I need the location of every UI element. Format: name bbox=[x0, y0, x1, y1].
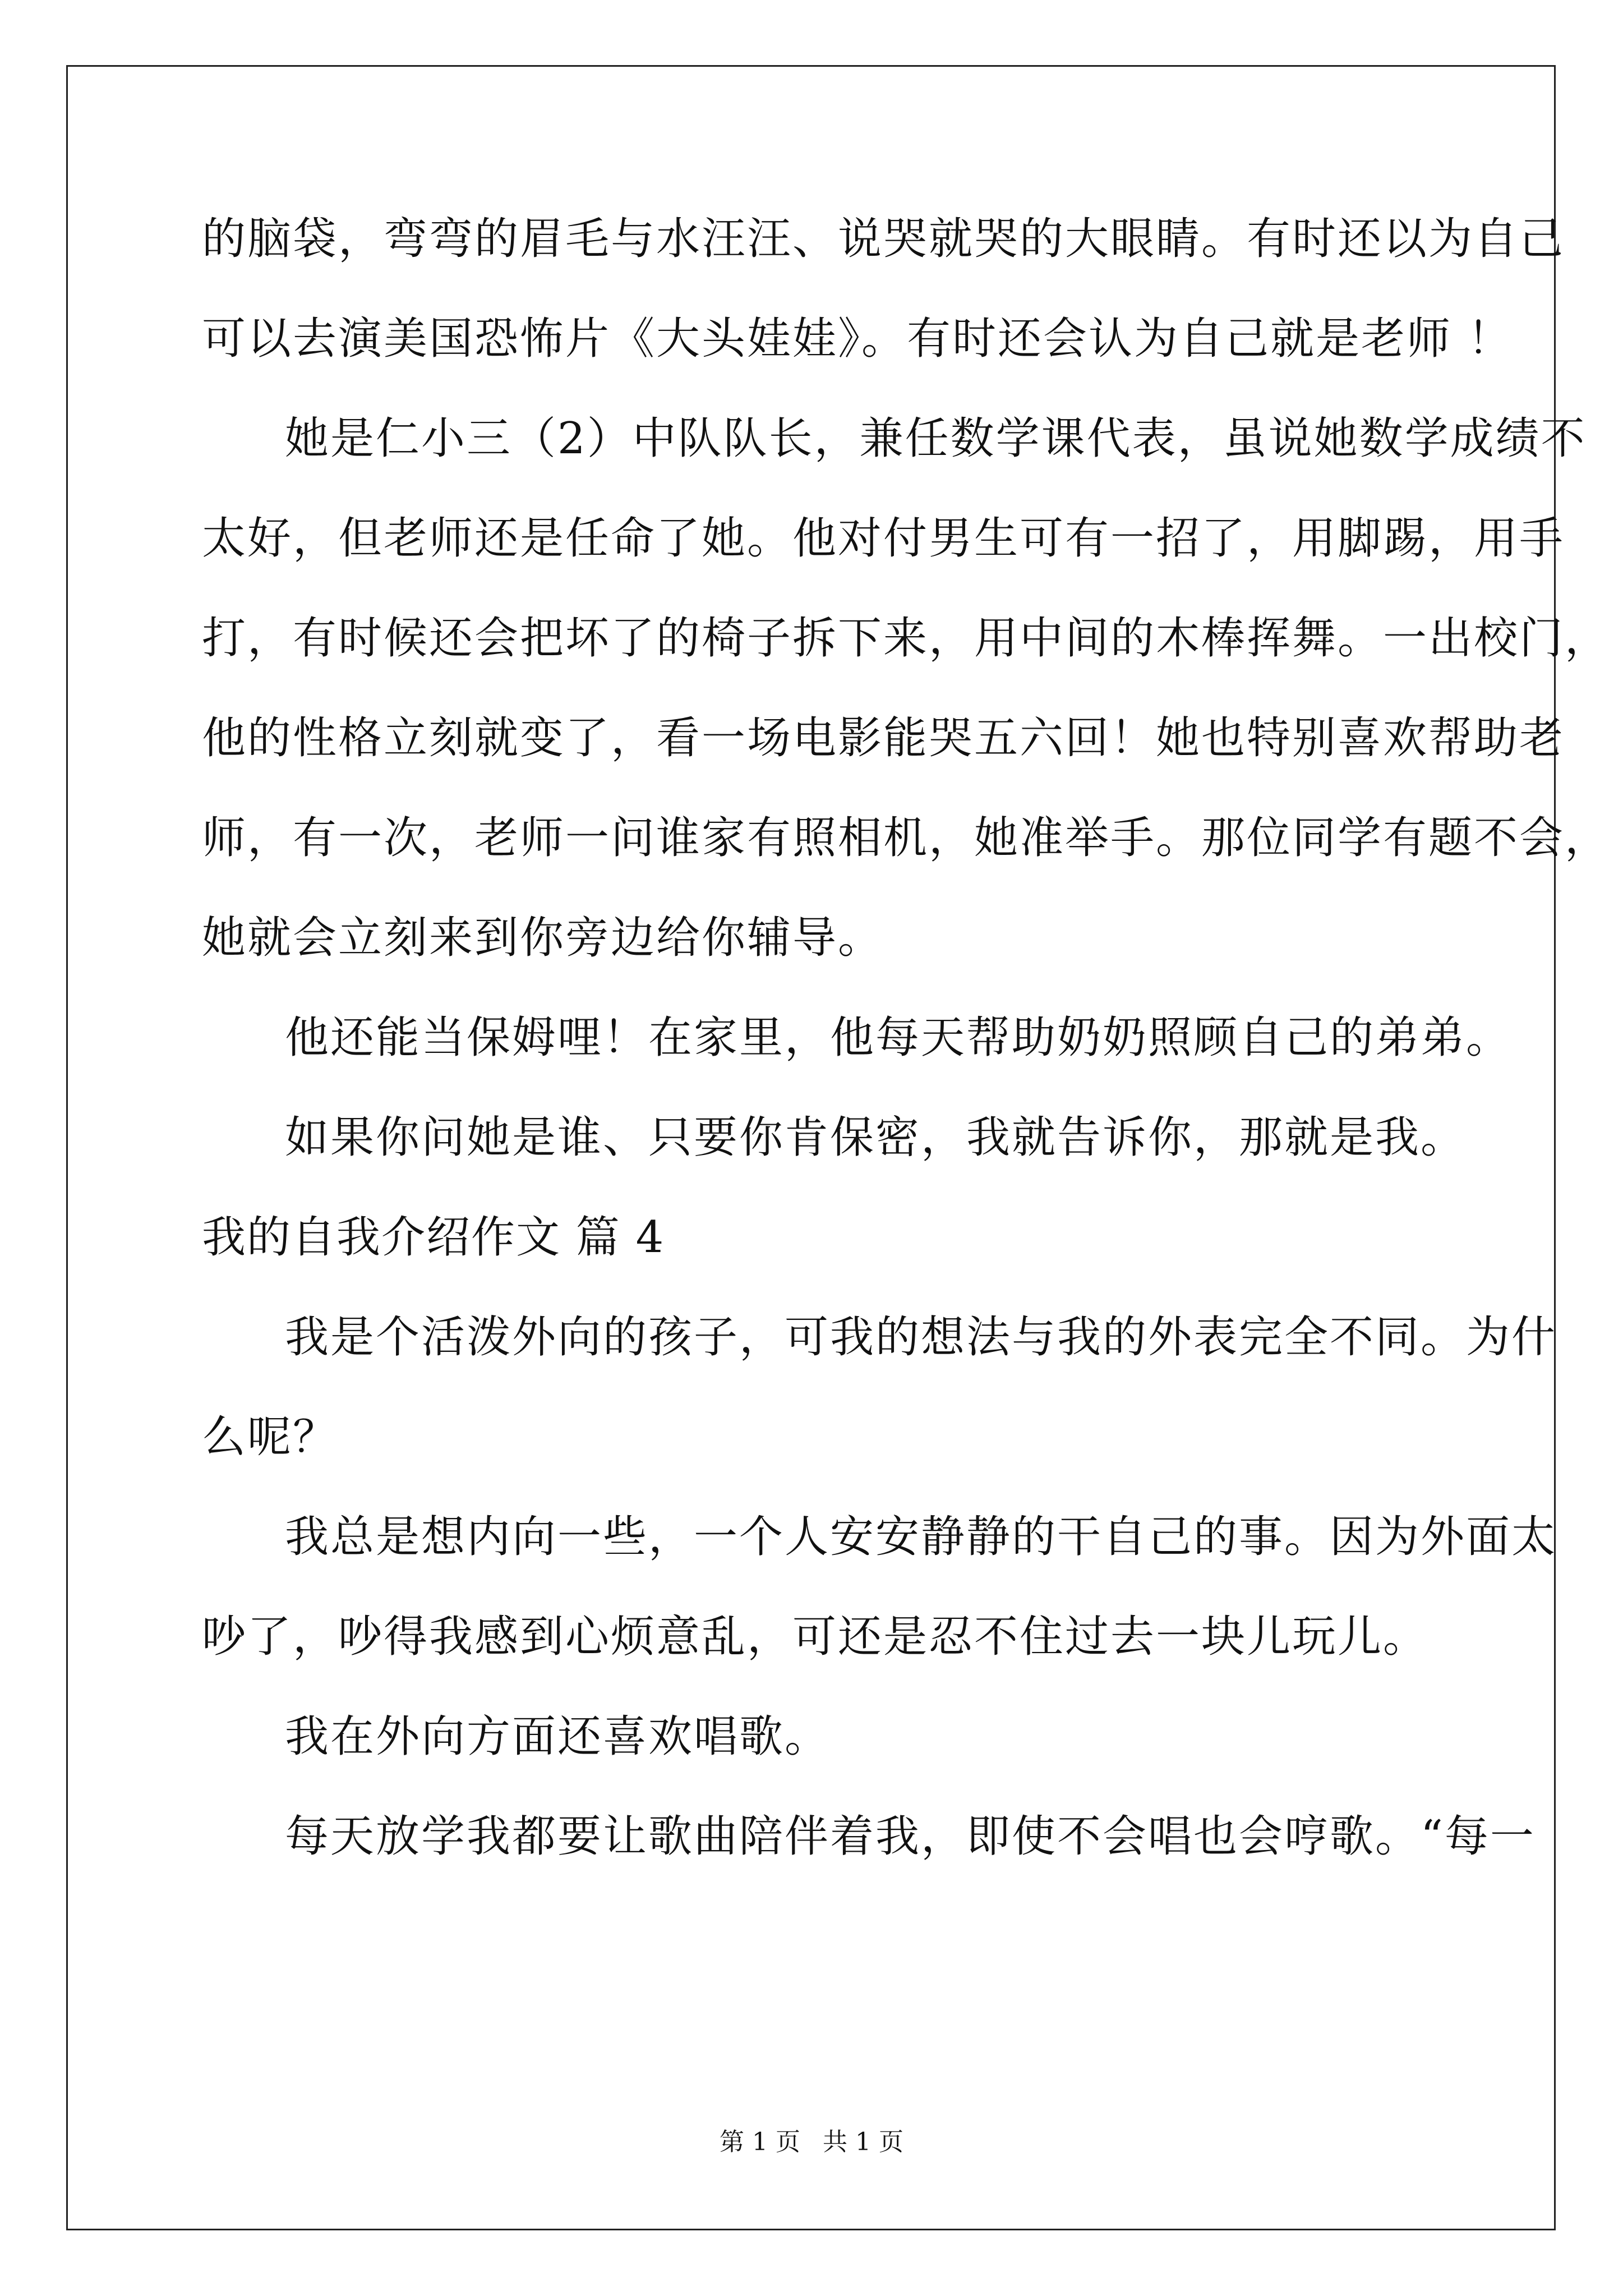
paragraph-line: 我在外向方面还喜欢唱歌。 bbox=[285, 1711, 831, 1762]
paragraph-line: 她是仁小三（2）中队队长，兼任数学课代表，虽说她数学成绩不 bbox=[285, 413, 1587, 464]
paragraph-line: 我是个活泼外向的孩子，可我的想法与我的外表完全不同。为什 bbox=[285, 1312, 1557, 1363]
paragraph-line: 师，有一次，老师一问谁家有照相机，她准举手。那位同学有题不会， bbox=[202, 813, 1611, 863]
paragraph-line: 每天放学我都要让歌曲陪伴着我，即使不会唱也会哼歌。“每一 bbox=[285, 1811, 1536, 1862]
paragraph-line: 吵了，吵得我感到心烦意乱，可还是忍不住过去一块儿玩儿。 bbox=[202, 1612, 1429, 1662]
paragraph-line: 他还能当保姆哩！在家里，他每天帮助奶奶照顾自己的弟弟。 bbox=[285, 1013, 1512, 1063]
paragraph-line: 他的性格立刻就变了，看一场电影能哭五六回！她也特别喜欢帮助老 bbox=[202, 713, 1565, 763]
page-footer bbox=[0, 2122, 1623, 2157]
paragraph-line: 的脑袋，弯弯的眉毛与水汪汪、说哭就哭的大眼睛。有时还以为自己 bbox=[202, 214, 1565, 264]
section-heading: 我的自我介绍作文 篇 4 bbox=[202, 1212, 665, 1263]
paragraph-line: 打，有时候还会把坏了的椅子拆下来，用中间的木棒挥舞。一出校门， bbox=[202, 613, 1611, 664]
page-number-current: 第 1 页 bbox=[720, 2128, 800, 2156]
paragraph-line: 太好，但老师还是任命了她。他对付男生可有一招了，用脚踢，用手 bbox=[202, 513, 1565, 564]
paragraph-line: 我总是想内向一些，一个人安安静静的干自己的事。因为外面太 bbox=[285, 1512, 1557, 1562]
paragraph-line: 如果你问她是谁、只要你肯保密，我就告诉你，那就是我。 bbox=[285, 1112, 1467, 1163]
paragraph-line: 么呢？ bbox=[202, 1412, 339, 1462]
document-body bbox=[202, 213, 1611, 1911]
paragraph-line: 她就会立刻来到你旁边给你辅导。 bbox=[202, 913, 884, 963]
paragraph-line: 可以去演美国恐怖片《大头娃娃》。有时还会认为自己就是老师 ！ bbox=[202, 314, 1513, 364]
page-number-total: 共 1 页 bbox=[823, 2128, 903, 2156]
